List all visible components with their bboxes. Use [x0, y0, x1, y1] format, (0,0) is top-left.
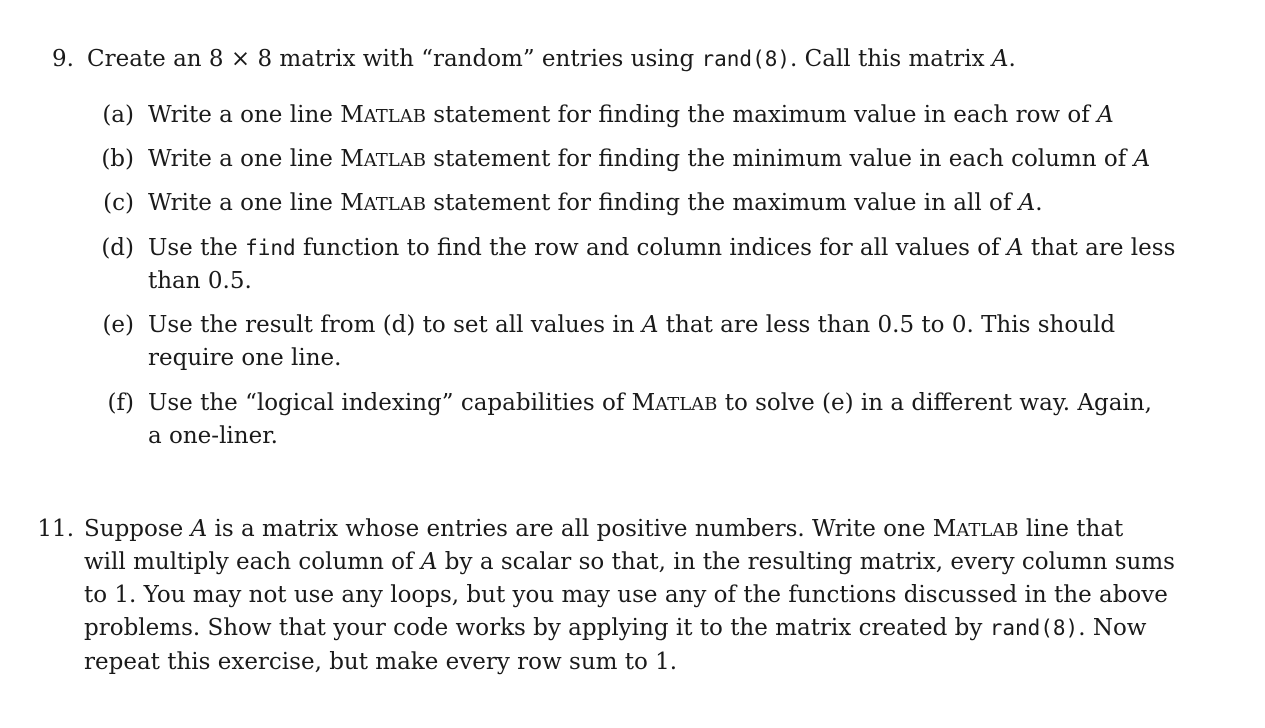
- math-var: A: [1006, 235, 1024, 261]
- math-var: A: [1097, 102, 1114, 128]
- part-b-text: Write a one line MATLAB statement for finding the minimum value in each column of A: [148, 146, 1151, 172]
- matlab-name: MATLAB: [932, 516, 1019, 542]
- part-c-text: Write a one line MATLAB statement for finding the maximum value in all of A.: [148, 190, 1043, 216]
- part-a-text: Write a one line MATLAB statement for finding the maximum value in each row of A: [148, 102, 1114, 128]
- problem-number: 11.: [37, 516, 74, 542]
- math-var: A: [420, 549, 438, 575]
- part-d-text: Use the find function to find the row and column indices for all values of A that are less: [148, 235, 1176, 261]
- problem-11-line-2: will multiply each column of A by a scalar so that, in the resulting matrix, every column sums: [84, 549, 1175, 575]
- part-e-continuation: require one line.: [148, 345, 342, 371]
- matlab-name: MATLAB: [340, 102, 426, 128]
- problem-11-line-5: repeat this exercise, but make every row sum to 1.: [84, 649, 678, 675]
- code-snippet: find: [245, 236, 296, 260]
- part-d-continuation: than 0.5.: [148, 268, 252, 294]
- code-snippet: rand(8): [989, 616, 1079, 640]
- math-var: A: [1133, 146, 1151, 172]
- part-label: (a): [102, 102, 134, 128]
- code-snippet: rand(8): [701, 47, 791, 71]
- part-f-continuation: a one-liner.: [148, 423, 278, 449]
- math-var: A: [641, 312, 659, 338]
- part-f-text: Use the “logical indexing” capabilities of MATLAB to solve (e) in a different way. Again,: [148, 390, 1152, 416]
- matlab-name: MATLAB: [631, 390, 718, 416]
- part-label: (f): [107, 390, 134, 416]
- part-label: (c): [103, 190, 134, 216]
- problem-11-line-1: Suppose A is a matrix whose entries are all positive numbers. Write one MATLAB line that: [84, 516, 1124, 542]
- math-var: A: [1018, 190, 1036, 216]
- matlab-name: MATLAB: [340, 190, 426, 216]
- part-label: (d): [101, 235, 134, 261]
- part-label: (e): [102, 312, 134, 338]
- part-e-text: Use the result from (d) to set all values in A that are less than 0.5 to 0. This should: [148, 312, 1116, 338]
- problem-11-line-4: problems. Show that your code works by applying it to the matrix created by rand(8). Now: [84, 615, 1147, 641]
- part-label: (b): [101, 146, 134, 172]
- math-var: A: [991, 46, 1009, 72]
- math-var: A: [190, 516, 208, 542]
- problem-statement: Create an 8 × 8 matrix with “random” entries using rand(8). Call this matrix A.: [87, 46, 1016, 72]
- matlab-name: MATLAB: [340, 146, 426, 172]
- problem-number: 9.: [52, 46, 74, 72]
- problem-11-line-3: to 1. You may not use any loops, but you may use any of the functions discussed in the above: [84, 582, 1168, 608]
